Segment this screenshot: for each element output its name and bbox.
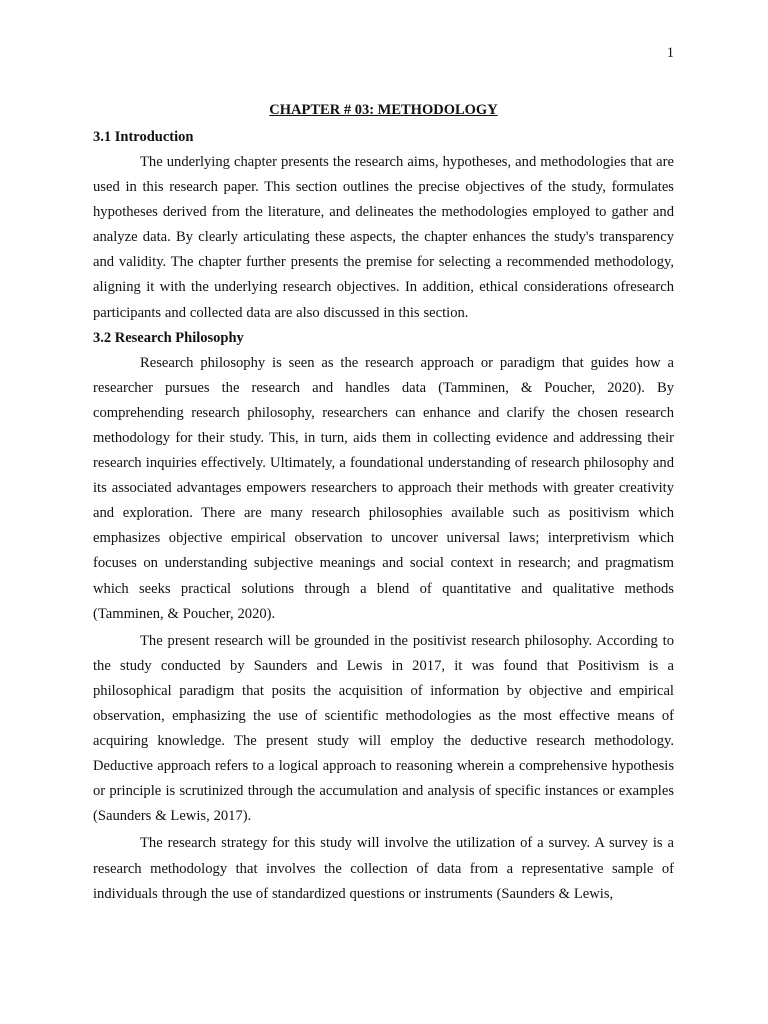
section-heading-research-philosophy: 3.2 Research Philosophy bbox=[93, 329, 244, 346]
paragraph-research-strategy: The research strategy for this study will involve the utilization of a survey. A survey is a research methodology that involves the collection of data from a representative sample of individuals through the use of standardized questions or instruments (Saunders & Lewis, bbox=[93, 835, 674, 902]
page-number: 1 bbox=[666, 45, 674, 61]
paragraph-positivist-philosophy: The present research will be grounded in the positivist research philosophy. According to the study conducted by Saunders and Lewis in 2017, it was found that Positivism is a philosophical paradigm that posits the acquisition of information by objective and empirical observation, emphasizing the use of scientific methodologies as the most effective means of acquiring knowledge. The present study will employ the deductive research methodology. Deductive approach refers to a logical approach to reasoning wherein a comprehensive hypothesis or principle is scrutinized through the accumulation and analysis of specific instances or examples (Saunders & Lewis, 2017). bbox=[93, 632, 674, 825]
paragraph-introduction: The underlying chapter presents the research aims, hypotheses, and methodologies that are used in this research paper. This section outlines the precise objectives of the study, formulates hypotheses derived from the literature, and delineates the methodologies employed to gather and analyze data. By clearly articulating these aspects, the chapter enhances the study's transparency and validity. The chapter further presents the premise for selecting a recommended methodology, aligning it with the underlying research objectives. In addition, ethical considerations ofresearch participants and collected data are also discussed in this section. bbox=[93, 154, 674, 321]
chapter-title: CHAPTER # 03: METHODOLOGY bbox=[269, 102, 498, 118]
section-heading-introduction: 3.1 Introduction bbox=[93, 129, 194, 145]
paragraph-research-philosophy-definition: Research philosophy is seen as the research approach or paradigm that guides how a researcher pursues the research and handles data (Tamminen, & Poucher, 2020). By comprehending research philosophy, researchers can enhance and clarify the chosen research methodology for their study. This, in turn, aids them in collecting evidence and addressing their research inquiries effectively. Ultimately, a foundational understanding of research philosophy and its associated advantages empowers researchers to approach their methods with greater creativity and exploration. There are many research philosophies available such as positivism which emphasizes objective empirical observation to uncover universal laws; interpretivism which focuses on understanding subjective meanings and social context in research; and pragmatism which seeks practical solutions through a blend of quantitative and qualitative methods (Tamminen, & Poucher, 2020). bbox=[93, 354, 674, 622]
page-content bbox=[93, 99, 674, 909]
